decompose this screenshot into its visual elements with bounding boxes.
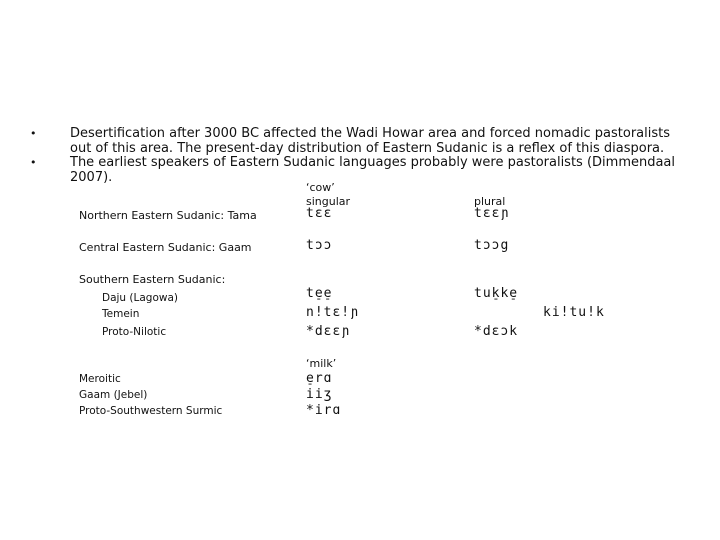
temein-singular: n!tɛ!ɲ [306, 305, 359, 320]
bullet-item [30, 127, 690, 156]
tama-plural: tɛɛɲ [474, 206, 510, 221]
row-label-protonilotic: Proto-Nilotic [102, 326, 167, 338]
row-label-gaam: Central Eastern Sudanic: Gaam [79, 241, 252, 254]
row-label-temein: Temein [102, 308, 140, 320]
temein-plural: ki!tu!k [543, 305, 605, 320]
protonilotic-plural: *dɛɔk [474, 324, 519, 339]
header-singular: singular [306, 195, 351, 208]
header-plural: plural [474, 195, 506, 208]
protonilotic-singular: *dɛɛɲ [306, 324, 351, 339]
row-label-gaam-jebel: Gaam (Jebel) [79, 389, 148, 401]
row-label-meroitic: Meroitic [79, 373, 121, 385]
header-milk: ‘milk’ [306, 357, 337, 370]
meroitic-milk: e̠rɑ [306, 371, 333, 386]
bullet-text: The earliest speakers of Eastern Sudanic languages probably were pastoralists (Dimmendaal 2007). [70, 155, 676, 185]
row-label-surmic: Proto-Southwestern Surmic [79, 405, 223, 417]
bullet-item [30, 156, 690, 185]
daju-singular: te̠e̠ [306, 286, 333, 301]
header-cow: ‘cow’ [306, 181, 335, 194]
row-label-southern: Southern Eastern Sudanic: [79, 273, 226, 286]
gaam-jebel-milk: iiʒ [306, 387, 333, 402]
row-label-tama: Northern Eastern Sudanic: Tama [79, 209, 257, 222]
gaam-plural: tɔɔg [474, 238, 510, 253]
bullet-icon: • [30, 156, 37, 169]
bullet-list [30, 127, 690, 185]
tama-singular: tɛɛ [306, 206, 333, 221]
gaam-singular: tɔɔ [306, 238, 333, 253]
bullet-icon: • [30, 127, 37, 140]
surmic-milk: *irɑ [306, 403, 342, 418]
bullet-text: Desertification after 3000 BC affected the Wadi Howar area and forced nomadic pastoralists out of this area. The present-day distribution of Eastern Sudanic is a reflex of this diaspora. [70, 126, 670, 156]
daju-plural: tuk̠ke̠ [474, 286, 519, 301]
row-label-daju: Daju (Lagowa) [102, 292, 179, 304]
